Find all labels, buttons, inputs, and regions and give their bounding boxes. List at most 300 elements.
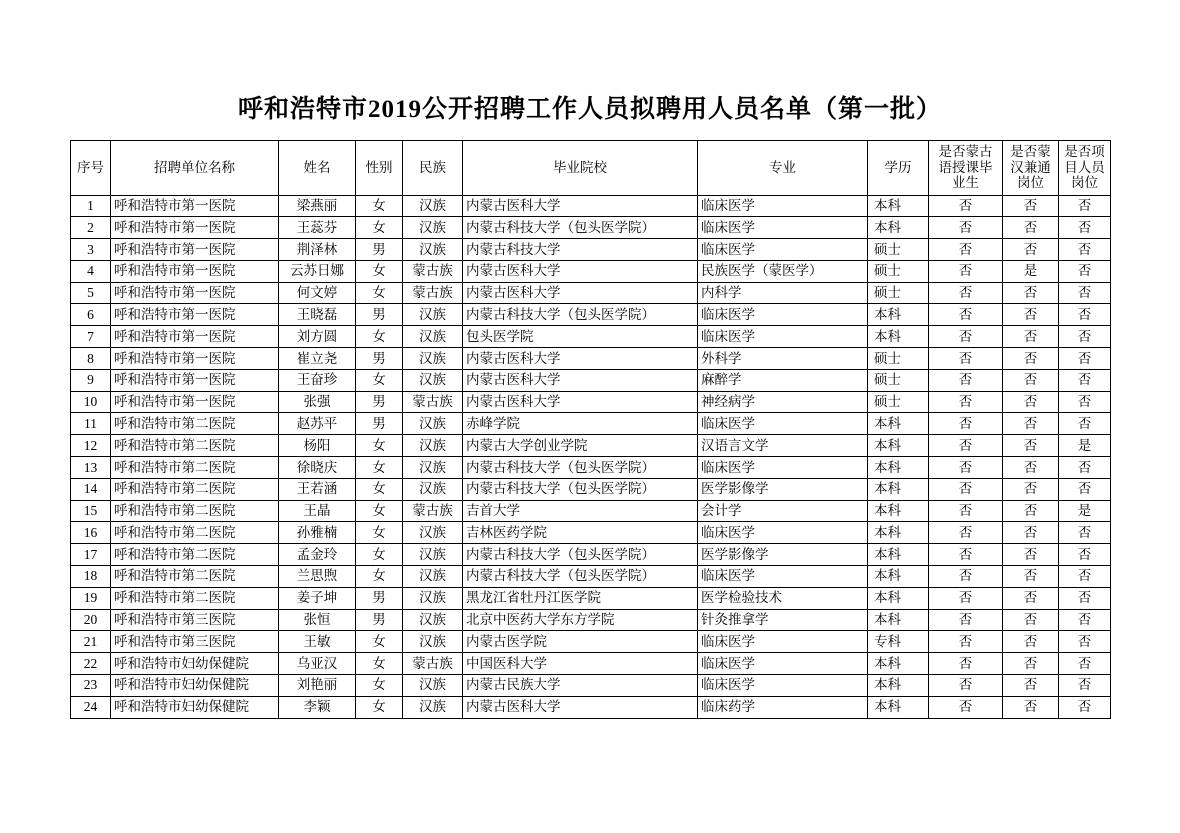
- column-header-employer: 招聘单位名称: [111, 140, 279, 195]
- table-cell: 19: [71, 587, 111, 609]
- table-cell: 否: [1059, 217, 1111, 239]
- table-cell: 王若涵: [279, 478, 356, 500]
- table-cell: 否: [929, 239, 1003, 261]
- table-cell: 否: [1003, 369, 1059, 391]
- table-cell: 内蒙古医科大学: [463, 348, 698, 370]
- table-cell: 否: [1003, 304, 1059, 326]
- table-cell: 医学检验技术: [698, 587, 868, 609]
- table-row: [71, 239, 1111, 261]
- table-cell: 否: [929, 304, 1003, 326]
- table-cell: 否: [929, 500, 1003, 522]
- table-cell: 蒙古族: [403, 260, 463, 282]
- table-cell: 是: [1003, 260, 1059, 282]
- column-header-major: 专业: [698, 140, 868, 195]
- table-cell: 否: [1059, 653, 1111, 675]
- table-cell: 医学影像学: [698, 478, 868, 500]
- table-cell: 赵苏平: [279, 413, 356, 435]
- table-cell: 刘艳丽: [279, 675, 356, 697]
- table-cell: 否: [929, 478, 1003, 500]
- table-cell: 崔立尧: [279, 348, 356, 370]
- table-cell: 内蒙古科技大学（包头医学院）: [463, 457, 698, 479]
- table-cell: 否: [1059, 391, 1111, 413]
- table-cell: 内蒙古科技大学（包头医学院）: [463, 217, 698, 239]
- table-cell: 汉族: [403, 348, 463, 370]
- table-row: [71, 609, 1111, 631]
- table-cell: 否: [1003, 457, 1059, 479]
- table-cell: 会计学: [698, 500, 868, 522]
- table-cell: 硕士: [868, 239, 929, 261]
- table-header: [71, 140, 1111, 195]
- table-cell: 本科: [868, 675, 929, 697]
- table-cell: 汉族: [403, 544, 463, 566]
- table-cell: 否: [929, 457, 1003, 479]
- column-header-gender: 性别: [356, 140, 403, 195]
- table-cell: 否: [1003, 239, 1059, 261]
- table-cell: 否: [929, 544, 1003, 566]
- table-cell: 否: [1003, 587, 1059, 609]
- table-cell: 外科学: [698, 348, 868, 370]
- table-cell: 男: [356, 348, 403, 370]
- table-cell: 否: [1003, 435, 1059, 457]
- table-cell: 汉族: [403, 696, 463, 718]
- table-cell: 否: [929, 631, 1003, 653]
- table-cell: 女: [356, 326, 403, 348]
- header-row: [71, 140, 1111, 195]
- table-cell: 6: [71, 304, 111, 326]
- table-cell: 男: [356, 239, 403, 261]
- table-cell: 内蒙古医科大学: [463, 195, 698, 217]
- table-cell: 否: [929, 435, 1003, 457]
- table-cell: 否: [929, 696, 1003, 718]
- table-cell: 呼和浩特市妇幼保健院: [111, 696, 279, 718]
- table-cell: 男: [356, 587, 403, 609]
- table-cell: 否: [1059, 544, 1111, 566]
- table-cell: 临床医学: [698, 631, 868, 653]
- table-cell: 内蒙古科技大学（包头医学院）: [463, 544, 698, 566]
- table-cell: 否: [929, 391, 1003, 413]
- table-cell: 神经病学: [698, 391, 868, 413]
- table-cell: 内蒙古医科大学: [463, 260, 698, 282]
- table-cell: 呼和浩特市第一医院: [111, 304, 279, 326]
- column-header-bilingual-post: 是否蒙汉兼通岗位: [1003, 140, 1059, 195]
- table-cell: 否: [929, 217, 1003, 239]
- table-cell: 呼和浩特市妇幼保健院: [111, 675, 279, 697]
- table-cell: 呼和浩特市妇幼保健院: [111, 653, 279, 675]
- table-cell: 呼和浩特市第二医院: [111, 457, 279, 479]
- table-cell: 吉首大学: [463, 500, 698, 522]
- table-cell: 汉族: [403, 304, 463, 326]
- table-cell: 17: [71, 544, 111, 566]
- table-cell: 汉语言文学: [698, 435, 868, 457]
- table-cell: 本科: [868, 566, 929, 588]
- table-cell: 内蒙古医科大学: [463, 696, 698, 718]
- column-header-degree: 学历: [868, 140, 929, 195]
- table-cell: 黑龙江省牡丹江医学院: [463, 587, 698, 609]
- table-cell: 兰思煦: [279, 566, 356, 588]
- table-cell: 乌亚汉: [279, 653, 356, 675]
- table-cell: 女: [356, 369, 403, 391]
- table-row: [71, 282, 1111, 304]
- table-cell: 7: [71, 326, 111, 348]
- table-cell: 临床医学: [698, 675, 868, 697]
- table-cell: 否: [1003, 675, 1059, 697]
- table-cell: 荆泽林: [279, 239, 356, 261]
- table-cell: 内科学: [698, 282, 868, 304]
- table-cell: 女: [356, 217, 403, 239]
- table-cell: 否: [1003, 348, 1059, 370]
- table-cell: 临床医学: [698, 522, 868, 544]
- table-cell: 硕士: [868, 260, 929, 282]
- table-cell: 否: [1003, 413, 1059, 435]
- table-cell: 呼和浩特市第一医院: [111, 195, 279, 217]
- table-cell: 3: [71, 239, 111, 261]
- table-cell: 本科: [868, 326, 929, 348]
- table-cell: 12: [71, 435, 111, 457]
- table-cell: 专科: [868, 631, 929, 653]
- table-cell: 否: [929, 609, 1003, 631]
- table-row: [71, 696, 1111, 718]
- table-cell: 否: [1059, 239, 1111, 261]
- table-cell: 呼和浩特市第一医院: [111, 391, 279, 413]
- table-cell: 蒙古族: [403, 391, 463, 413]
- table-cell: 内蒙古科技大学（包头医学院）: [463, 566, 698, 588]
- table-cell: 否: [929, 413, 1003, 435]
- table-cell: 本科: [868, 544, 929, 566]
- table-cell: 否: [1059, 457, 1111, 479]
- table-cell: 本科: [868, 522, 929, 544]
- table-cell: 否: [929, 522, 1003, 544]
- table-cell: 否: [1059, 478, 1111, 500]
- table-cell: 赤峰学院: [463, 413, 698, 435]
- table-row: [71, 522, 1111, 544]
- table-cell: 否: [1003, 544, 1059, 566]
- table-cell: 何文婷: [279, 282, 356, 304]
- table-cell: 否: [1003, 631, 1059, 653]
- table-cell: 否: [1003, 282, 1059, 304]
- table-cell: 否: [1059, 369, 1111, 391]
- table-row: [71, 369, 1111, 391]
- table-body: [71, 195, 1111, 718]
- table-cell: 王敏: [279, 631, 356, 653]
- table-cell: 否: [929, 326, 1003, 348]
- table-cell: 呼和浩特市第一医院: [111, 369, 279, 391]
- table-cell: 否: [1059, 587, 1111, 609]
- table-cell: 汉族: [403, 522, 463, 544]
- table-cell: 女: [356, 282, 403, 304]
- table-cell: 否: [1059, 522, 1111, 544]
- table-cell: 王晓磊: [279, 304, 356, 326]
- table-cell: 女: [356, 478, 403, 500]
- table-cell: 徐晓庆: [279, 457, 356, 479]
- table-cell: 女: [356, 500, 403, 522]
- table-cell: 内蒙古民族大学: [463, 675, 698, 697]
- table-cell: 临床药学: [698, 696, 868, 718]
- table-cell: 内蒙古医科大学: [463, 369, 698, 391]
- table-cell: 临床医学: [698, 304, 868, 326]
- table-row: [71, 587, 1111, 609]
- table-cell: 呼和浩特市第一医院: [111, 239, 279, 261]
- table-row: [71, 478, 1111, 500]
- table-cell: 本科: [868, 587, 929, 609]
- table-cell: 20: [71, 609, 111, 631]
- table-cell: 否: [1059, 609, 1111, 631]
- table-cell: 本科: [868, 457, 929, 479]
- table-cell: 医学影像学: [698, 544, 868, 566]
- table-cell: 云苏日娜: [279, 260, 356, 282]
- table-cell: 中国医科大学: [463, 653, 698, 675]
- table-cell: 否: [1059, 326, 1111, 348]
- table-cell: 汉族: [403, 609, 463, 631]
- table-cell: 内蒙古科技大学: [463, 239, 698, 261]
- column-header-mongolian-grad: 是否蒙古语授课毕业生: [929, 140, 1003, 195]
- table-cell: 否: [929, 348, 1003, 370]
- table-cell: 张恒: [279, 609, 356, 631]
- table-cell: 否: [1003, 653, 1059, 675]
- table-cell: 22: [71, 653, 111, 675]
- table-cell: 5: [71, 282, 111, 304]
- table-cell: 24: [71, 696, 111, 718]
- table-row: [71, 260, 1111, 282]
- table-cell: 男: [356, 391, 403, 413]
- table-cell: 杨阳: [279, 435, 356, 457]
- table-cell: 呼和浩特市第一医院: [111, 326, 279, 348]
- table-cell: 否: [1059, 631, 1111, 653]
- table-cell: 女: [356, 544, 403, 566]
- table-cell: 2: [71, 217, 111, 239]
- table-cell: 男: [356, 413, 403, 435]
- table-cell: 是: [1059, 435, 1111, 457]
- column-header-index: 序号: [71, 140, 111, 195]
- table-row: [71, 457, 1111, 479]
- table-row: [71, 195, 1111, 217]
- table-row: [71, 326, 1111, 348]
- table-cell: 否: [1059, 566, 1111, 588]
- table-cell: 否: [1059, 304, 1111, 326]
- table-row: [71, 435, 1111, 457]
- table-cell: 内蒙古医学院: [463, 631, 698, 653]
- table-cell: 麻醉学: [698, 369, 868, 391]
- table-cell: 孙雅楠: [279, 522, 356, 544]
- table-row: [71, 217, 1111, 239]
- table-cell: 临床医学: [698, 217, 868, 239]
- table-cell: 硕士: [868, 282, 929, 304]
- table-cell: 否: [1059, 675, 1111, 697]
- table-cell: 23: [71, 675, 111, 697]
- table-cell: 否: [929, 369, 1003, 391]
- table-cell: 否: [1059, 413, 1111, 435]
- table-cell: 汉族: [403, 631, 463, 653]
- table-cell: 本科: [868, 195, 929, 217]
- table-cell: 本科: [868, 500, 929, 522]
- table-row: [71, 544, 1111, 566]
- table-cell: 9: [71, 369, 111, 391]
- table-cell: 18: [71, 566, 111, 588]
- table-row: [71, 413, 1111, 435]
- table-cell: 硕士: [868, 391, 929, 413]
- table-cell: 姜子坤: [279, 587, 356, 609]
- table-row: [71, 675, 1111, 697]
- table-cell: 否: [1059, 282, 1111, 304]
- table-cell: 否: [1003, 391, 1059, 413]
- table-cell: 本科: [868, 609, 929, 631]
- table-cell: 北京中医药大学东方学院: [463, 609, 698, 631]
- table-cell: 汉族: [403, 675, 463, 697]
- table-cell: 汉族: [403, 478, 463, 500]
- table-cell: 女: [356, 435, 403, 457]
- table-cell: 11: [71, 413, 111, 435]
- table-cell: 汉族: [403, 239, 463, 261]
- table-row: [71, 304, 1111, 326]
- table-cell: 呼和浩特市第二医院: [111, 566, 279, 588]
- table-row: [71, 500, 1111, 522]
- table-cell: 汉族: [403, 413, 463, 435]
- table-cell: 吉林医药学院: [463, 522, 698, 544]
- column-header-ethnicity: 民族: [403, 140, 463, 195]
- table-cell: 呼和浩特市第一医院: [111, 282, 279, 304]
- table-cell: 女: [356, 522, 403, 544]
- table-cell: 否: [1059, 195, 1111, 217]
- table-cell: 1: [71, 195, 111, 217]
- table-cell: 呼和浩特市第二医院: [111, 500, 279, 522]
- table-cell: 汉族: [403, 195, 463, 217]
- table-row: [71, 631, 1111, 653]
- table-cell: 呼和浩特市第二医院: [111, 522, 279, 544]
- table-cell: 否: [1059, 348, 1111, 370]
- table-cell: 女: [356, 653, 403, 675]
- table-cell: 女: [356, 696, 403, 718]
- table-cell: 呼和浩特市第一医院: [111, 348, 279, 370]
- table-cell: 14: [71, 478, 111, 500]
- table-cell: 临床医学: [698, 413, 868, 435]
- table-cell: 梁燕丽: [279, 195, 356, 217]
- table-cell: 呼和浩特市第二医院: [111, 587, 279, 609]
- table-cell: 硕士: [868, 369, 929, 391]
- table-cell: 本科: [868, 478, 929, 500]
- table-cell: 否: [1003, 566, 1059, 588]
- table-cell: 临床医学: [698, 653, 868, 675]
- table-cell: 李颖: [279, 696, 356, 718]
- table-cell: 蒙古族: [403, 653, 463, 675]
- table-cell: 临床医学: [698, 326, 868, 348]
- column-header-school: 毕业院校: [463, 140, 698, 195]
- table-cell: 汉族: [403, 566, 463, 588]
- table-cell: 呼和浩特市第二医院: [111, 413, 279, 435]
- table-cell: 呼和浩特市第三医院: [111, 609, 279, 631]
- table-cell: 男: [356, 304, 403, 326]
- column-header-name: 姓名: [279, 140, 356, 195]
- table-cell: 临床医学: [698, 195, 868, 217]
- table-cell: 否: [929, 653, 1003, 675]
- table-cell: 临床医学: [698, 457, 868, 479]
- table-cell: 是: [1059, 500, 1111, 522]
- table-cell: 女: [356, 195, 403, 217]
- table-cell: 包头医学院: [463, 326, 698, 348]
- table-cell: 汉族: [403, 369, 463, 391]
- table-cell: 本科: [868, 217, 929, 239]
- table-cell: 民族医学（蒙医学）: [698, 260, 868, 282]
- table-cell: 本科: [868, 413, 929, 435]
- table-cell: 呼和浩特市第二医院: [111, 435, 279, 457]
- table-cell: 否: [929, 260, 1003, 282]
- table-cell: 刘方圆: [279, 326, 356, 348]
- table-cell: 汉族: [403, 457, 463, 479]
- table-cell: 蒙古族: [403, 500, 463, 522]
- table-cell: 否: [1003, 696, 1059, 718]
- table-cell: 女: [356, 566, 403, 588]
- table-cell: 汉族: [403, 326, 463, 348]
- table-row: [71, 391, 1111, 413]
- table-cell: 本科: [868, 653, 929, 675]
- table-row: [71, 653, 1111, 675]
- table-cell: 21: [71, 631, 111, 653]
- table-cell: 本科: [868, 304, 929, 326]
- table-row: [71, 348, 1111, 370]
- table-cell: 4: [71, 260, 111, 282]
- table-cell: 汉族: [403, 217, 463, 239]
- table-cell: 女: [356, 675, 403, 697]
- table-cell: 否: [1003, 217, 1059, 239]
- table-row: [71, 566, 1111, 588]
- table-cell: 否: [1003, 478, 1059, 500]
- table-cell: 否: [1003, 500, 1059, 522]
- table-cell: 13: [71, 457, 111, 479]
- table-cell: 针灸推拿学: [698, 609, 868, 631]
- table-cell: 否: [929, 675, 1003, 697]
- table-cell: 8: [71, 348, 111, 370]
- table-cell: 女: [356, 457, 403, 479]
- table-cell: 王晶: [279, 500, 356, 522]
- page-title: 呼和浩特市2019公开招聘工作人员拟聘用人员名单（第一批）: [237, 96, 942, 123]
- table-cell: 否: [1003, 609, 1059, 631]
- table-cell: 否: [1003, 522, 1059, 544]
- table-cell: 呼和浩特市第一医院: [111, 217, 279, 239]
- table-cell: 否: [1059, 696, 1111, 718]
- table-cell: 否: [929, 282, 1003, 304]
- table-cell: 王蕊芬: [279, 217, 356, 239]
- table-cell: 15: [71, 500, 111, 522]
- table-cell: 临床医学: [698, 239, 868, 261]
- table-cell: 内蒙古科技大学（包头医学院）: [463, 478, 698, 500]
- table-cell: 女: [356, 260, 403, 282]
- table-cell: 否: [929, 195, 1003, 217]
- table-cell: 汉族: [403, 587, 463, 609]
- table-cell: 呼和浩特市第一医院: [111, 260, 279, 282]
- table-cell: 女: [356, 631, 403, 653]
- table-cell: 内蒙古医科大学: [463, 282, 698, 304]
- table-cell: 硕士: [868, 348, 929, 370]
- table-cell: 否: [929, 587, 1003, 609]
- table-cell: 否: [929, 566, 1003, 588]
- table-cell: 孟金玲: [279, 544, 356, 566]
- table-cell: 否: [1059, 260, 1111, 282]
- table-cell: 内蒙古大学创业学院: [463, 435, 698, 457]
- table-cell: 否: [1003, 326, 1059, 348]
- table-cell: 呼和浩特市第三医院: [111, 631, 279, 653]
- column-header-project-post: 是否项目人员岗位: [1059, 140, 1111, 195]
- table-cell: 临床医学: [698, 566, 868, 588]
- table-cell: 本科: [868, 696, 929, 718]
- table-cell: 呼和浩特市第二医院: [111, 544, 279, 566]
- table-cell: 王奋珍: [279, 369, 356, 391]
- table-cell: 男: [356, 609, 403, 631]
- table-cell: 16: [71, 522, 111, 544]
- table-cell: 内蒙古医科大学: [463, 391, 698, 413]
- table-cell: 内蒙古科技大学（包头医学院）: [463, 304, 698, 326]
- table-cell: 呼和浩特市第二医院: [111, 478, 279, 500]
- recruitment-roster-table: [70, 140, 1111, 719]
- table-cell: 汉族: [403, 435, 463, 457]
- table-cell: 否: [1003, 195, 1059, 217]
